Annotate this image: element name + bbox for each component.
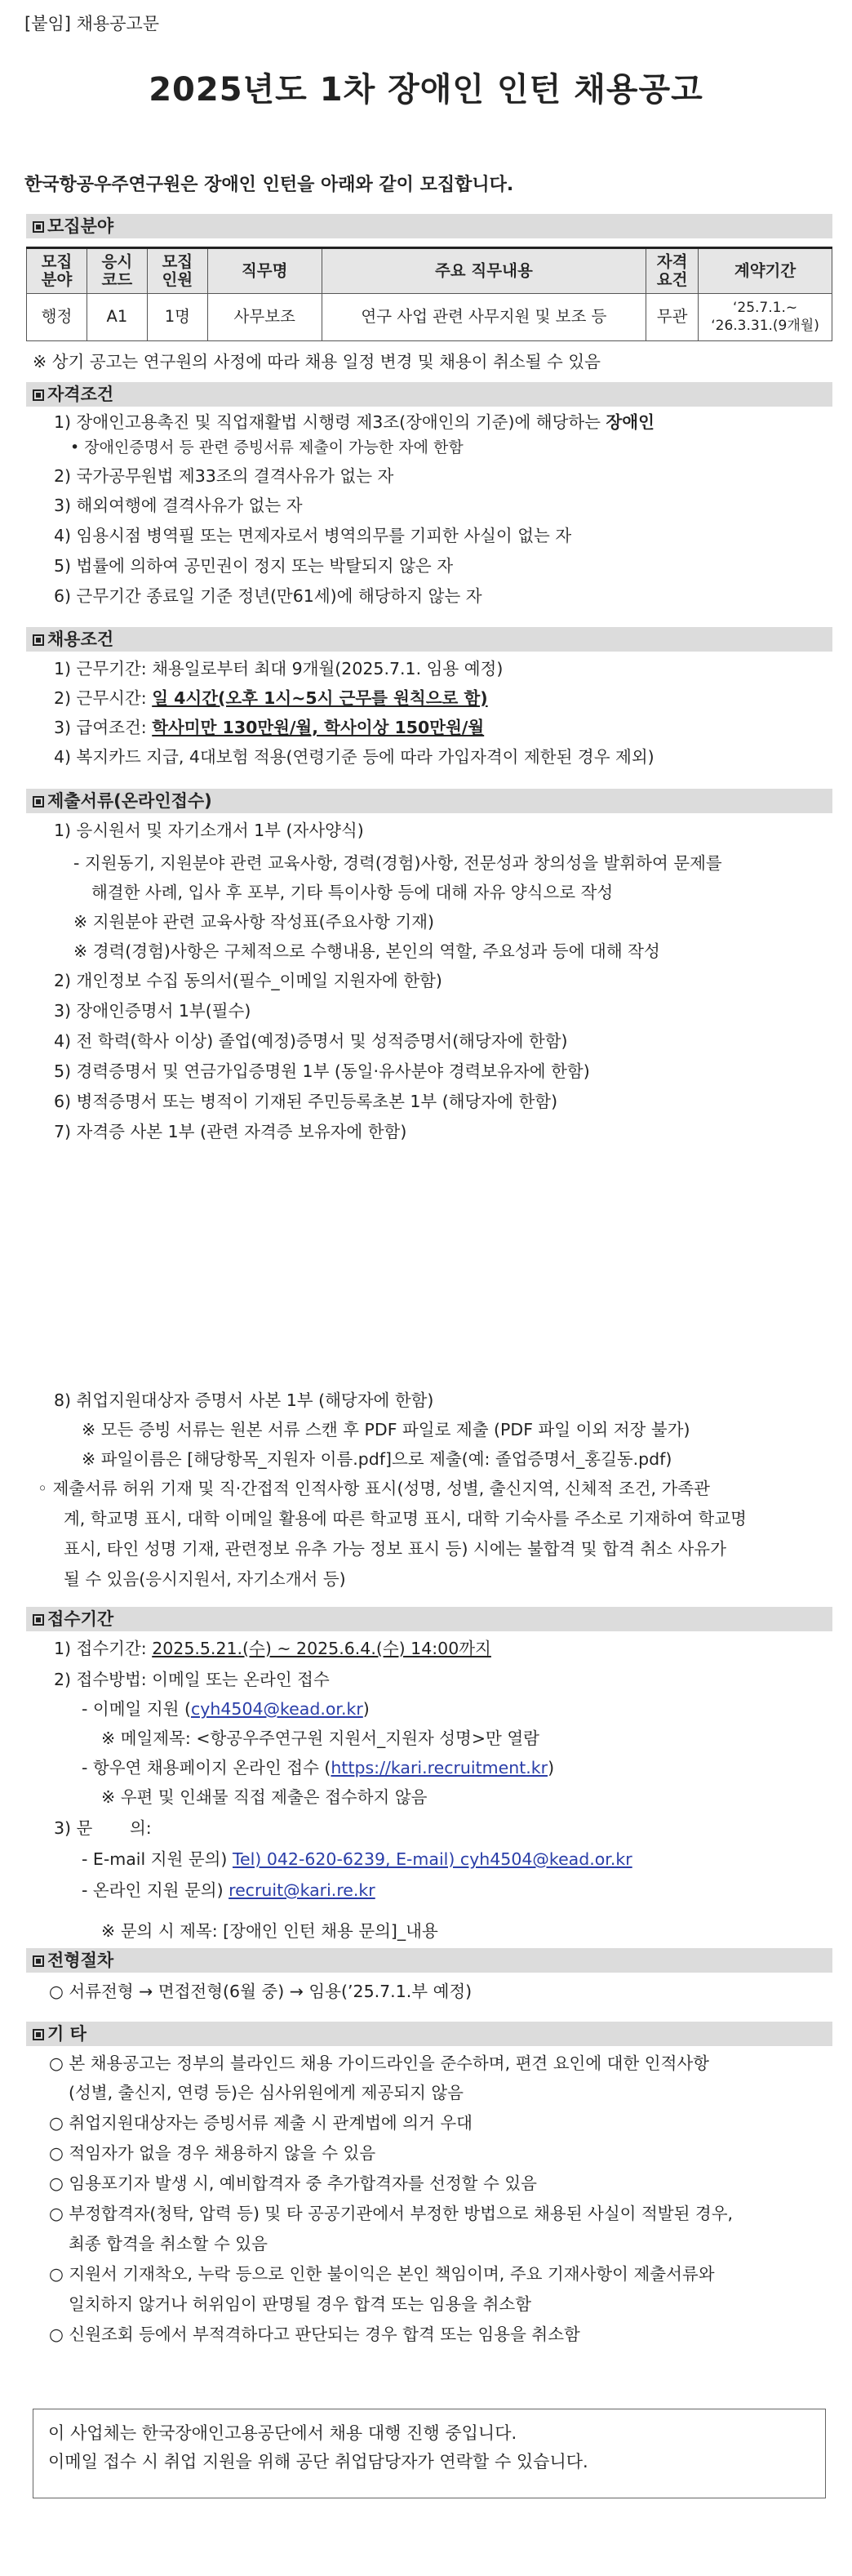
section-period-header [26, 1607, 832, 1631]
table-row [27, 294, 832, 341]
qual-text: 1) 장애인고용촉진 및 직업재활법 시행령 제3조(장애인의 기준)에 해당하는 [54, 412, 606, 432]
online-contact-link[interactable]: recruit@kari.re.kr [229, 1880, 375, 1900]
table-cell: 연구 사업 관련 사무지원 및 보조 등 [322, 294, 646, 341]
header-text: 계약기간 [734, 260, 797, 280]
qual-item-5: 5) 법률에 의하여 공민권이 정지 또는 박탈되지 않은 자 [54, 556, 454, 576]
docs-item-8-b: ※ 파일이름은 [해당항목_지원자 이름.pdf]으로 제출(예: 졸업증명서_홍길동.pdf) [82, 1449, 672, 1469]
docs-warning-2: 계, 학교명 표시, 대학 이메일 활용에 따른 학교명 표시, 대학 기숙사를 주소로 기재하여 학교명 [64, 1509, 747, 1528]
docs-warning-4: 될 수 있음(응시지원서, 자기소개서 등) [64, 1569, 346, 1589]
qual-item-4: 4) 임용시점 병역필 또는 면제자로서 병역의무를 기피한 사실이 없는 자 [54, 526, 572, 545]
cond-item-2 [54, 686, 488, 711]
agency-notice-box [33, 2409, 826, 2498]
docs-item-8: 8) 취업지원대상자 증명서 사본 1부 (해당자에 한함) [54, 1390, 434, 1410]
period-text: ) [548, 1758, 555, 1777]
period-text: - E-mail 지원 문의) [82, 1849, 233, 1869]
period-item-2: 2) 접수방법: 이메일 또는 온라인 접수 [54, 1670, 330, 1689]
section-qual-header [26, 382, 832, 407]
table-header-cell [646, 248, 699, 294]
docs-item-1-a: - 지원동기, 지원분야 관련 교육사항, 경력(경험)사항, 전문성과 창의성을 발휘하여 문제를 [73, 853, 722, 873]
period-text: - 온라인 지원 문의) [82, 1880, 229, 1900]
table-header-cell [322, 248, 646, 294]
square-bullet-icon [33, 1614, 44, 1626]
docs-item-1-b: 해결한 사례, 입사 후 포부, 기타 특이사항 등에 대해 자유 양식으로 작성 [91, 883, 614, 902]
period-item-3-b [82, 1878, 375, 1903]
section-cond-header [26, 627, 832, 652]
cond-item-3 [54, 715, 484, 741]
section-process-header [26, 1948, 832, 1973]
etc-item-5a: ○ 부정합격자(청탁, 압력 등) 및 타 공공기관에서 부정한 방법으로 채용된 사실이 적발된 경우, [49, 2204, 734, 2223]
table-header-row [27, 248, 832, 294]
docs-item-6: 6) 병적증명서 또는 병적이 기재된 주민등록초본 1부 (해당자에 한함) [54, 1092, 558, 1111]
contact-email-link[interactable]: Tel) 042-620-6239, E-mail) cyh4504@kead.or.kr [232, 1849, 632, 1869]
section-docs-title: 제출서류(온라인접수) [47, 791, 212, 811]
docs-item-5: 5) 경력증명서 및 연금가입증명원 1부 (동일·유사분야 경력보유자에 한함) [54, 1061, 590, 1081]
recruit-table [26, 247, 832, 341]
period-item-2-a [82, 1697, 370, 1722]
square-bullet-icon [33, 634, 44, 646]
square-bullet-icon [33, 389, 44, 401]
attachment-label: [붙임] 채용공고문 [24, 14, 160, 33]
table-header-cell [147, 248, 207, 294]
section-etc-header [26, 2022, 832, 2046]
period-item-3-a [82, 1847, 632, 1872]
qual-item-3: 3) 해외여행에 결격사유가 없는 자 [54, 496, 303, 515]
notice-line-2: 이메일 접수 시 취업 지원을 위해 공단 취업담당자가 연락할 수 있습니다. [48, 2451, 588, 2471]
table-header-cell [87, 248, 147, 294]
period-item-3-c: ※ 문의 시 제목: [장애인 인턴 채용 문의]_내용 [101, 1921, 438, 1941]
table-cell: ‘25.7.1.~ ‘26.3.31.(9개월) [699, 294, 832, 341]
header-text: 직무명 [241, 260, 288, 280]
cond-item-1: 1) 근무기간: 채용일로부터 최대 9개월(2025.7.1. 임용 예정) [54, 659, 504, 678]
qual-item-1 [54, 410, 655, 435]
recruit-site-link[interactable]: https://kari.recruitment.kr [331, 1758, 548, 1777]
header-text: 주요 직무내용 [434, 260, 533, 280]
docs-item-3: 3) 장애인증명서 1부(필수) [54, 1001, 251, 1021]
docs-warning-1: ◦ 제출서류 허위 기재 및 직·간접적 인적사항 표시(성명, 성별, 출신지역, 신체적 조건, 가족관 [38, 1479, 710, 1498]
period-text: ) [362, 1699, 370, 1719]
section-docs-header [26, 789, 832, 813]
square-bullet-icon [33, 221, 44, 233]
cond-bold-text: 학사미만 130만원/월, 학사이상 150만원/월 [152, 718, 485, 737]
header-text: 자격 요건 [656, 251, 688, 289]
period-item-2-b: ※ 메일제목: <항공우주연구원 지원서_지원자 성명>만 열람 [101, 1728, 539, 1748]
table-note: ※ 상기 공고는 연구원의 사정에 따라 채용 일정 변경 및 채용이 취소될 수 있음 [33, 352, 601, 371]
docs-item-2: 2) 개인정보 수집 동의서(필수_이메일 지원자에 한함) [54, 971, 442, 990]
etc-item-6b: 일치하지 않거나 허위임이 판명될 경우 합격 또는 임용을 취소함 [69, 2294, 532, 2314]
qual-item-1-sub: • 장애인증명서 등 관련 증빙서류 제출이 가능한 자에 한함 [70, 438, 464, 456]
square-bullet-icon [33, 1955, 44, 1967]
section-period-title: 접수기간 [47, 1609, 114, 1629]
period-text: - 이메일 지원 ( [82, 1699, 191, 1719]
etc-item-1a: ○ 본 채용공고는 정부의 블라인드 채용 가이드라인을 준수하며, 편견 요인에 대한 인적사항 [49, 2053, 709, 2073]
process-text: ○ 서류전형 → 면접전형(6월 중) → 임용(’25.7.1.부 예정) [49, 1982, 473, 2001]
table-header-cell [207, 248, 322, 294]
table-cell: 1명 [147, 294, 207, 341]
period-item-3: 3) 문 의: [54, 1818, 152, 1838]
period-item-1 [54, 1636, 491, 1662]
qual-bold-text: 장애인 [606, 412, 655, 432]
docs-item-7: 7) 자격증 사본 1부 (관련 자격증 보유자에 한함) [54, 1122, 407, 1141]
table-header-cell [27, 248, 87, 294]
section-qual-title: 자격조건 [47, 385, 114, 404]
cond-item-4: 4) 복지카드 지급, 4대보험 적용(연령기준 등에 따라 가입자격이 제한된 경우 제외) [54, 747, 655, 767]
cond-text: 2) 근무시간: [54, 688, 153, 708]
docs-item-8-a: ※ 모든 증빙 서류는 원본 서류 스캔 후 PDF 파일로 제출 (PDF 파일 이외 저장 불가) [82, 1420, 690, 1439]
period-item-2-d: ※ 우편 및 인쇄물 직접 제출은 접수하지 않음 [101, 1787, 428, 1807]
cond-bold-text: 일 4시간(오후 1시~5시 근무를 원칙으로 함) [152, 688, 488, 708]
qual-item-2: 2) 국가공무원법 제33조의 결격사유가 없는 자 [54, 466, 394, 486]
square-bullet-icon [33, 2029, 44, 2040]
square-bullet-icon [33, 796, 44, 808]
docs-item-4: 4) 전 학력(학사 이상) 졸업(예정)증명서 및 성적증명서(해당자에 한함) [54, 1031, 568, 1051]
etc-item-1b: (성별, 출신지, 연령 등)은 심사위원에게 제공되지 않음 [69, 2083, 464, 2102]
qual-item-6: 6) 근무기간 종료일 기준 정년(만61세)에 해당하지 않는 자 [54, 586, 482, 606]
period-dates: 2025.5.21.(수) ~ 2025.6.4.(수) 14:00까지 [152, 1639, 491, 1658]
docs-item-1-c: ※ 지원분야 관련 교육사항 작성표(주요사항 기재) [73, 912, 435, 932]
table-cell: 사무보조 [207, 294, 322, 341]
section-process-title: 전형절차 [47, 1951, 114, 1970]
etc-item-2: ○ 취업지원대상자는 증빙서류 제출 시 관계법에 의거 우대 [49, 2113, 473, 2133]
table-cell: 무관 [646, 294, 699, 341]
notice-line-1: 이 사업체는 한국장애인고용공단에서 채용 대행 진행 중입니다. [48, 2423, 517, 2443]
email-link[interactable]: cyh4504@kead.or.kr [190, 1699, 363, 1719]
docs-item-1-d: ※ 경력(경험)사항은 구체적으로 수행내용, 본인의 역할, 주요성과 등에 대해 작성 [73, 941, 660, 961]
header-text: 모집 분야 [41, 251, 73, 289]
table-cell: A1 [87, 294, 147, 341]
cond-text: 3) 급여조건: [54, 718, 153, 737]
etc-item-3: ○ 적임자가 없을 경우 채용하지 않을 수 있음 [49, 2143, 376, 2163]
period-item-2-c [82, 1755, 554, 1781]
page-title: 2025년도 1차 장애인 인턴 채용공고 [149, 71, 703, 109]
intro-text: 한국항공우주연구원은 장애인 인턴을 아래와 같이 모집합니다. [24, 175, 514, 195]
header-text: 모집 인원 [162, 251, 193, 289]
table-cell: 행정 [27, 294, 87, 341]
section-recruit-title: 모집분야 [47, 216, 114, 236]
docs-item-1: 1) 응시원서 및 자기소개서 1부 (자사양식) [54, 821, 364, 840]
period-text: - 항우연 채용페이지 온라인 접수 ( [82, 1758, 331, 1777]
period-text: 1) 접수기간: [54, 1639, 153, 1658]
header-text: 응시 코드 [101, 251, 133, 289]
etc-item-7: ○ 신원조회 등에서 부적격하다고 판단되는 경우 합격 또는 임용을 취소함 [49, 2325, 580, 2344]
etc-item-4: ○ 임용포기자 발생 시, 예비합격자 중 추가합격자를 선정할 수 있음 [49, 2173, 537, 2193]
etc-item-6a: ○ 지원서 기재착오, 누락 등으로 인한 불이익은 본인 책임이며, 주요 기재사항이 제출서류와 [49, 2264, 715, 2284]
table-header-cell [699, 248, 832, 294]
docs-warning-3: 표시, 타인 성명 기재, 관련정보 유추 가능 정보 표시 등) 시에는 불합격 및 합격 취소 사유가 [64, 1539, 726, 1559]
section-recruit-header [26, 214, 832, 238]
section-etc-title: 기 타 [47, 2024, 87, 2044]
section-cond-title: 채용조건 [47, 630, 114, 649]
etc-item-5b: 최종 합격을 취소할 수 있음 [69, 2234, 268, 2253]
